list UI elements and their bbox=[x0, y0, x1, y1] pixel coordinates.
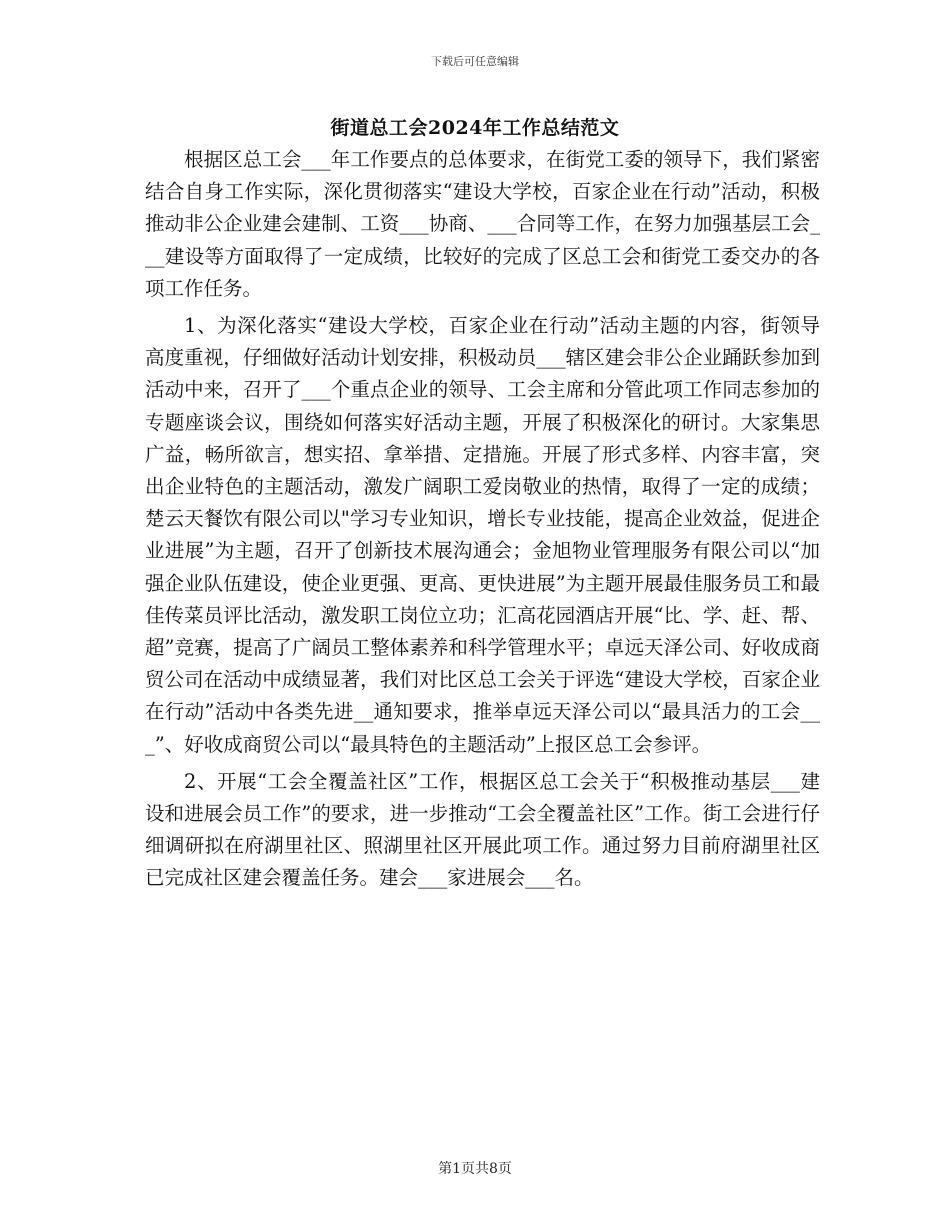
paragraph-item-2: 2、开展“工会全覆盖社区”工作，根据区总工会关于“积极推动基层___建设和进展会员工作”的要求，进一步推动“工会全覆盖社区”工作。街工会进行仔细调研拟在府湖里社区、照湖里社区开展此项工作。通过努力目前府湖里社区已完成社区建会覆盖任务。建会___家进展会___名。 bbox=[145, 769, 820, 890]
page-footer: 第1页共8页 bbox=[438, 1161, 512, 1177]
document-title: 街道总工会2024年工作总结范文 bbox=[330, 117, 620, 139]
document-body bbox=[145, 144, 820, 900]
paragraph-item-1: 1、为深化落实“建设大学校，百家企业在行动”活动主题的内容，街领导高度重视，仔细做好活动计划安排，积极动员___辖区建会非公企业踊跃参加到活动中来，召开了___个重点企业的领导、工会主席和分管此项工作同志参加的专题座谈会议，围绕如何落实好活动主题，开展了积极深化的研讨。大家集思广益，畅所欲言，想实招、拿举措、定措施。开展了形式多样、内容丰富，突出企业特色的主题活动，激发广阔职工爱岗敬业的热情，取得了一定的成绩；楚云天餐饮有限公司以"学习专业知识，增长专业技能，提高企业效益，促进企业进展”为主题，召开了创新技术展沟通会；金旭物业管理服务有限公司以“加强企业队伍建设，使企业更强、更高、更快进展”为主题开展最佳服务员工和最佳传菜员评比活动，激发职工岗位立功；汇高花园酒店开展“比、学、赶、帮、超”竞赛，提高了广阔员工整体素养和科学管理水平；卓远天泽公司、好收成商贸公司在活动中成绩显著，我们对比区总工会关于评选“建设大学校，百家企业在行动”活动中各类先进__通知要求，推举卓远天泽公司以“最具活力的工会___”、好收成商贸公司以“最具特色的主题活动”上报区总工会参评。 bbox=[145, 314, 820, 756]
paragraph-intro: 根据区总工会___年工作要点的总体要求，在街党工委的领导下，我们紧密结合自身工作实际，深化贯彻落实“建设大学校，百家企业在行动”活动，积极推动非公企业建会建制、工资___协商、___合同等工作，在努力加强基层工会___建设等方面取得了一定成绩，比较好的完成了区总工会和街党工委交办的各项工作任务。 bbox=[145, 148, 820, 300]
header-note: 下载后可任意编辑 bbox=[431, 55, 519, 68]
